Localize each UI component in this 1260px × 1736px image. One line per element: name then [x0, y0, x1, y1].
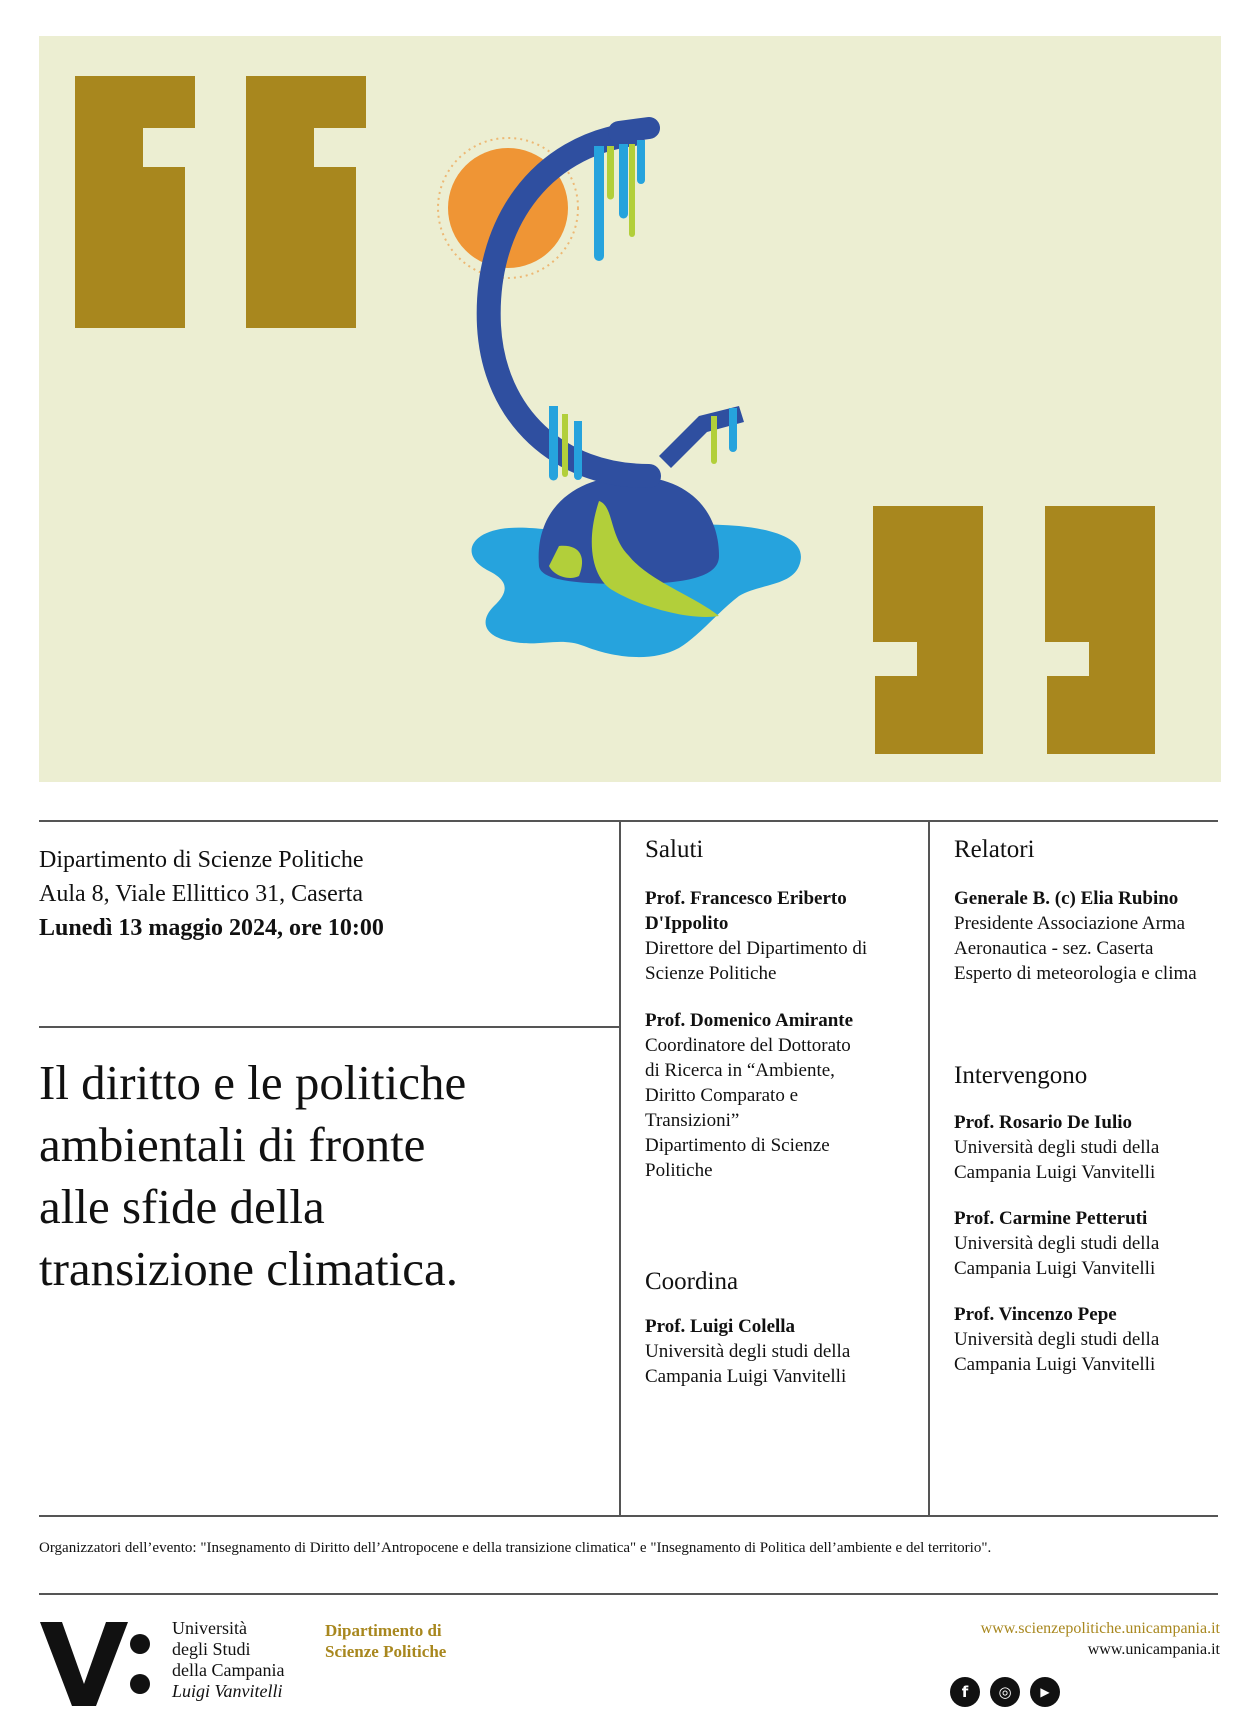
instagram-icon[interactable]: ◎ — [990, 1677, 1020, 1707]
speaker-role: Università degli studi della — [645, 1341, 851, 1362]
university-name-line: degli Studi — [172, 1639, 251, 1659]
speaker-role: Campania Luigi Vanvitelli — [954, 1354, 1156, 1375]
speaker-role: Esperto di meteorologia e clima — [954, 963, 1197, 984]
coordina-section — [645, 1268, 925, 1389]
speaker-role: Direttore del Dipartimento di — [645, 938, 868, 959]
department-name-line: Dipartimento di — [325, 1621, 442, 1640]
speaker-name: Prof. Carmine Petteruti — [954, 1208, 1148, 1229]
venue-date: Lunedì 13 maggio 2024, ore 10:00 — [39, 915, 384, 941]
speaker-name: Prof. Rosario De Iulio — [954, 1112, 1133, 1133]
youtube-icon[interactable]: ▶ — [1030, 1677, 1060, 1707]
speaker-role: Coordinatore del Dottorato — [645, 1035, 851, 1056]
speaker-name: Prof. Francesco Eriberto — [645, 888, 847, 909]
speaker-role: Dipartimento di Scienze — [645, 1135, 830, 1156]
quote-close-icon — [873, 506, 1155, 754]
quote-open-icon — [75, 76, 366, 328]
speaker-entry — [645, 1314, 925, 1389]
title-line: transizione climatica. — [39, 1241, 459, 1296]
venue-address: Aula 8, Viale Ellittico 31, Caserta — [39, 881, 364, 907]
speaker-name: Generale B. (c) Elia Rubino — [954, 888, 1179, 909]
intervengono-section — [954, 1062, 1224, 1377]
speaker-name: D'Ippolito — [645, 913, 729, 934]
department-name-line: Scienze Politiche — [325, 1642, 447, 1661]
speaker-role: Università degli studi della — [954, 1329, 1160, 1350]
title-line: alle sfide della — [39, 1179, 325, 1234]
coordina-heading: Coordina — [645, 1268, 739, 1295]
organizers-note: Organizzatori dell’evento: "Insegnamento di Diritto dell’Antropocene e della transizione climatica" e "Insegnamento di Politica dell’ambiente e del territorio". — [39, 1540, 992, 1556]
speaker-role: Università degli studi della — [954, 1233, 1160, 1254]
speaker-entry — [954, 1110, 1224, 1185]
relatori-section — [954, 836, 1224, 986]
speaker-role: Scienze Politiche — [645, 963, 777, 984]
speaker-role: Politiche — [645, 1160, 713, 1181]
speaker-entry — [954, 1302, 1224, 1377]
saluti-section — [645, 836, 925, 1183]
speaker-entry — [954, 886, 1224, 986]
venue-info — [39, 843, 384, 945]
divider-footer — [39, 1593, 1218, 1595]
event-title — [39, 1052, 619, 1300]
speaker-role: Università degli studi della — [954, 1137, 1160, 1158]
university-name-line: della Campania — [172, 1660, 285, 1680]
divider-bottom — [39, 1515, 1218, 1517]
speaker-role: Diritto Comparato e — [645, 1085, 799, 1106]
intervengono-heading: Intervengono — [954, 1062, 1088, 1089]
speaker-role: Campania Luigi Vanvitelli — [645, 1366, 847, 1387]
department-website-link[interactable]: www.scienzepolitiche.unicampania.it — [980, 1620, 1220, 1637]
speaker-name: Prof. Vincenzo Pepe — [954, 1304, 1117, 1325]
speaker-name: Prof. Domenico Amirante — [645, 1010, 854, 1031]
divider-column-1 — [619, 820, 621, 1515]
relatori-heading: Relatori — [954, 836, 1035, 863]
title-line: Il diritto e le politiche — [39, 1055, 467, 1110]
divider-top — [39, 820, 1218, 822]
facebook-icon[interactable]: f — [950, 1677, 980, 1707]
university-logo-icon — [40, 1620, 150, 1708]
university-website-link[interactable]: www.unicampania.it — [1087, 1641, 1220, 1658]
speaker-role: di Ricerca in “Ambiente, — [645, 1060, 835, 1081]
speaker-role: Campania Luigi Vanvitelli — [954, 1258, 1156, 1279]
university-name-line: Università — [172, 1618, 247, 1638]
speaker-entry — [954, 1206, 1224, 1281]
speaker-role: Presidente Associazione Arma — [954, 913, 1186, 934]
speaker-role: Campania Luigi Vanvitelli — [954, 1162, 1156, 1183]
department-name — [325, 1620, 446, 1662]
speaker-role: Aeronautica - sez. Caserta — [954, 938, 1154, 959]
university-name — [172, 1618, 284, 1702]
speaker-entry — [645, 886, 925, 986]
melting-globe-illustration — [39, 36, 1221, 782]
university-name-line: Luigi Vanvitelli — [172, 1681, 283, 1701]
divider-column-2 — [928, 820, 930, 1515]
venue-department: Dipartimento di Scienze Politiche — [39, 847, 364, 873]
speaker-entry — [645, 1008, 925, 1183]
saluti-heading: Saluti — [645, 836, 704, 863]
speaker-name: Prof. Luigi Colella — [645, 1316, 796, 1337]
hero-illustration — [39, 36, 1221, 782]
speaker-role: Transizioni” — [645, 1110, 740, 1131]
divider-left-middle — [39, 1026, 619, 1028]
title-line: ambientali di fronte — [39, 1117, 426, 1172]
